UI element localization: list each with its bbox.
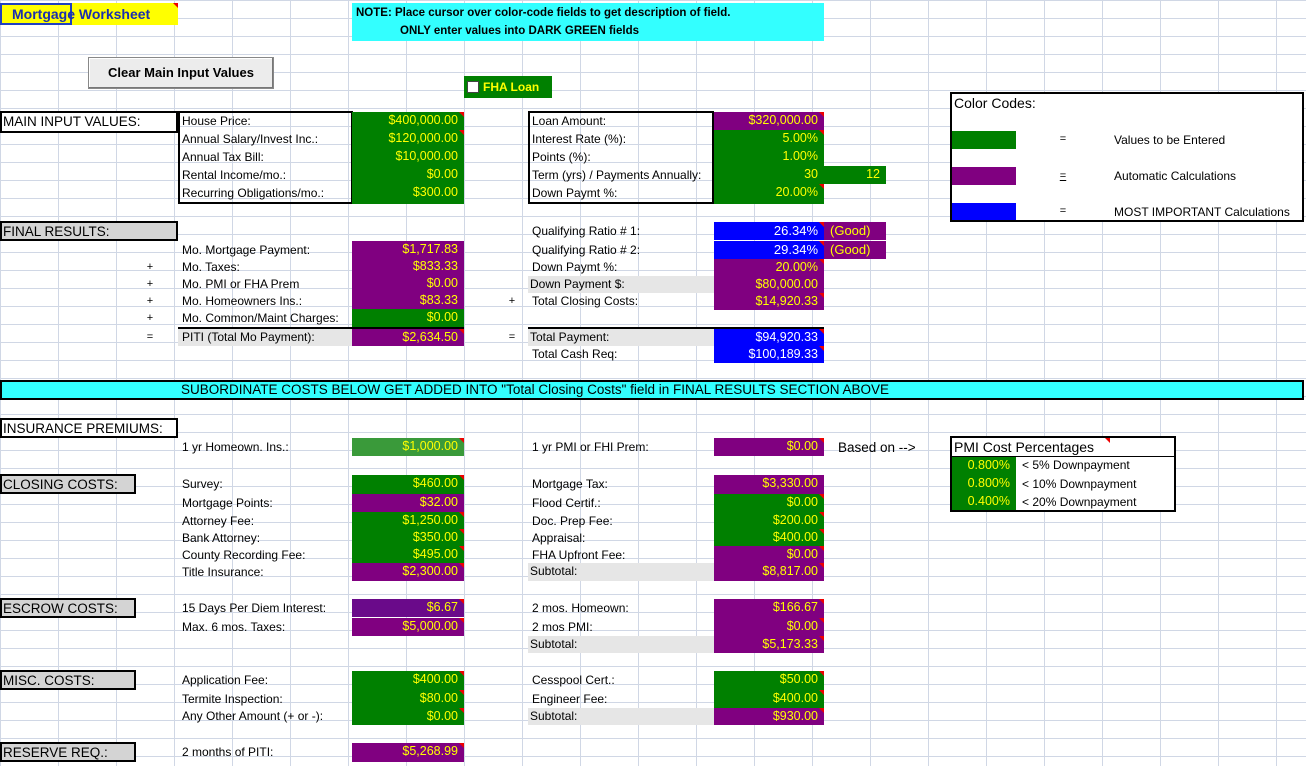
mo-common-label: Mo. Common/Maint Charges:: [182, 311, 339, 325]
mtax-label: Mortgage Tax:: [532, 477, 608, 491]
mtax-value: $3,330.00: [714, 475, 824, 494]
termite-input[interactable]: $80.00: [352, 690, 464, 708]
flood-label: Flood Certif.:: [532, 496, 601, 510]
fha-fee-value: $0.00: [714, 546, 824, 563]
color-code-eq-2: =: [1059, 170, 1067, 182]
rental-input[interactable]: $0.00: [352, 166, 464, 184]
insurance-header: INSURANCE PREMIUMS:: [0, 418, 178, 438]
bank-input[interactable]: $350.00: [352, 529, 464, 546]
county-label: County Recording Fee:: [182, 548, 306, 562]
plus-sign-4: +: [146, 312, 154, 324]
rental-label: Rental Income/mo.:: [182, 168, 287, 182]
equals-sign-2: =: [508, 331, 516, 343]
escrow-pmi-label: 2 mos PMI:: [532, 620, 593, 634]
bank-label: Bank Attorney:: [182, 531, 261, 545]
term-input[interactable]: 30: [714, 166, 824, 184]
down-label: Down Paymt %:: [532, 186, 618, 200]
survey-input[interactable]: $460.00: [352, 475, 464, 494]
perdiem-label: 15 Days Per Diem Interest:: [182, 601, 327, 615]
down-pct-value: 20.00%: [714, 259, 824, 276]
pmi-prem-value: $0.00: [714, 438, 824, 456]
color-code-eq-3: =: [1059, 205, 1067, 217]
fha-loan-checkbox[interactable]: [467, 81, 479, 93]
app-fee-input[interactable]: $400.00: [352, 671, 464, 690]
engineer-input[interactable]: $400.00: [714, 690, 824, 708]
subordinate-banner-text: SUBORDINATE COSTS BELOW GET ADDED INTO "Total Closing Costs" field in FINAL RESULTS SECTION ABOVE: [181, 382, 890, 397]
equals-sign-1: =: [146, 331, 154, 343]
doc-label: Doc. Prep Fee:: [532, 514, 613, 528]
total-payment-label: Total Payment:: [528, 329, 714, 346]
interest-label: Interest Rate (%):: [532, 132, 627, 146]
mortgage-payment-value: $1,717.83: [352, 241, 464, 258]
color-code-auto-text: Automatic Calculations: [1114, 169, 1237, 183]
final-results-header: FINAL RESULTS:: [0, 221, 178, 241]
appraisal-input[interactable]: $400.00: [714, 529, 824, 546]
qr2-label: Qualifying Ratio # 2:: [532, 243, 641, 257]
tax-input[interactable]: $10,000.00: [352, 148, 464, 166]
engineer-label: Engineer Fee:: [532, 692, 608, 706]
recurring-input[interactable]: $300.00: [352, 184, 464, 204]
based-on-text: Based on -->: [838, 440, 916, 455]
piti-label: PITI (Total Mo Payment):: [178, 329, 352, 346]
main-input-header: MAIN INPUT VALUES:: [0, 111, 178, 133]
attorney-label: Attorney Fee:: [182, 514, 255, 528]
plus-sign-1: +: [146, 261, 154, 273]
color-code-blue-swatch: [952, 203, 1016, 220]
mo-pmi-label: Mo. PMI or FHA Prem: [182, 277, 300, 291]
color-code-purple-swatch: [952, 167, 1016, 185]
interest-input[interactable]: 5.00%: [714, 130, 824, 148]
down-amt-label: Down Payment $:: [528, 276, 714, 293]
reserve-header: RESERVE REQ.:: [0, 742, 136, 762]
escrow-header: ESCROW COSTS:: [0, 598, 136, 618]
survey-label: Survey:: [182, 477, 223, 491]
county-input[interactable]: $495.00: [352, 546, 464, 563]
homeown-ins-label: 1 yr Homeown. Ins.:: [182, 440, 289, 454]
pmi-desc-2: < 10% Downpayment: [1022, 477, 1137, 491]
plus-sign-2: +: [146, 278, 154, 290]
loan-amount-label: Loan Amount:: [532, 114, 607, 128]
mo-homeowners-label: Mo. Homeowners Ins.:: [182, 294, 303, 308]
total-payment-value: $94,920.33: [714, 329, 824, 346]
fha-loan-label: FHA Loan: [483, 80, 540, 94]
escrow-homeown-label: 2 mos. Homeown:: [532, 601, 629, 615]
worksheet-title: Mortgage Worksheet: [12, 6, 151, 22]
qr2-value: 29.34%: [714, 241, 824, 259]
pmi-rate-1[interactable]: 0.800%: [952, 457, 1016, 475]
reserve-piti-label: 2 months of PITI:: [182, 745, 274, 759]
qr2-status: (Good): [824, 241, 886, 259]
cash-label: Total Cash Req:: [532, 347, 618, 361]
points-input[interactable]: 1.00%: [714, 148, 824, 166]
appraisal-label: Appraisal:: [532, 531, 586, 545]
misc-subtotal-value: $930.00: [714, 708, 824, 725]
closing-subtotal-label: Subtotal:: [528, 563, 714, 581]
closing-label: Total Closing Costs:: [532, 294, 639, 308]
fha-loan-toggle[interactable]: [464, 76, 552, 98]
cesspool-input[interactable]: $50.00: [714, 671, 824, 690]
closing-value: $14,920.33: [714, 293, 824, 310]
note-line-2: ONLY enter values into DARK GREEN fields: [400, 25, 640, 37]
escrow-homeown-value: $166.67: [714, 599, 824, 618]
down-amt-value: $80,000.00: [714, 276, 824, 293]
pmi-cost-title: PMI Cost Percentages: [952, 438, 1110, 456]
mo-pmi-value: $0.00: [352, 275, 464, 292]
color-code-important-text: MOST IMPORTANT Calculations: [1114, 205, 1290, 219]
plus-sign-5: +: [508, 295, 516, 307]
misc-header: MISC. COSTS:: [0, 670, 136, 690]
escrow-subtotal-label: Subtotal:: [528, 636, 714, 653]
cash-value: $100,189.33: [714, 346, 824, 363]
pmi-rate-2[interactable]: 0.800%: [952, 475, 1016, 493]
cesspool-label: Cesspool Cert.:: [532, 673, 615, 687]
mpoints-label: Mortgage Points:: [182, 496, 273, 510]
escrow-subtotal-value: $5,173.33: [714, 636, 824, 653]
recurring-label: Recurring Obligations/mo.:: [182, 186, 325, 200]
qr1-value: 26.34%: [714, 222, 824, 240]
color-code-entered-text: Values to be Entered: [1114, 133, 1226, 147]
mpoints-value: $32.00: [352, 494, 464, 512]
pmi-prem-label: 1 yr PMI or FHI Prem:: [532, 440, 649, 454]
piti-value: $2,634.50: [352, 329, 464, 346]
payments-annually-input[interactable]: 12: [824, 166, 886, 184]
qr1-label: Qualifying Ratio # 1:: [532, 224, 641, 238]
pmi-rate-3[interactable]: 0.400%: [952, 493, 1016, 510]
clear-main-input-button[interactable]: Clear Main Input Values: [88, 57, 274, 89]
house-price-input[interactable]: $400,000.00: [352, 112, 464, 130]
mo-common-input[interactable]: $0.00: [352, 309, 464, 327]
color-codes-title: Color Codes:: [954, 95, 1036, 111]
qr1-status: (Good): [824, 222, 886, 240]
escrow-pmi-value: $0.00: [714, 618, 824, 636]
termite-label: Termite Inspection:: [182, 692, 283, 706]
app-fee-label: Application Fee:: [182, 673, 269, 687]
salary-label: Annual Salary/Invest Inc.:: [182, 132, 319, 146]
house-price-label: House Price:: [182, 114, 251, 128]
flood-input[interactable]: $0.00: [714, 494, 824, 512]
misc-subtotal-label: Subtotal:: [528, 708, 714, 725]
mo-taxes-label: Mo. Taxes:: [182, 260, 240, 274]
down-pct-label: Down Paymt %:: [532, 260, 618, 274]
attorney-input[interactable]: $1,250.00: [352, 512, 464, 529]
term-label: Term (yrs) / Payments Annually:: [532, 168, 702, 182]
note-line-1: NOTE: Place cursor over color-code fields to get description of field.: [356, 7, 731, 19]
fha-fee-label: FHA Upfront Fee:: [532, 548, 626, 562]
pmi-desc-1: < 5% Downpayment: [1022, 458, 1130, 472]
other-label: Any Other Amount (+ or -):: [182, 709, 324, 723]
other-input[interactable]: $0.00: [352, 708, 464, 725]
escrow-taxes-value: $5,000.00: [352, 618, 464, 636]
doc-input[interactable]: $200.00: [714, 512, 824, 529]
mortgage-payment-label: Mo. Mortgage Payment:: [182, 243, 311, 257]
mo-taxes-value: $833.33: [352, 258, 464, 275]
escrow-taxes-label: Max. 6 mos. Taxes:: [182, 620, 286, 634]
homeown-ins-input[interactable]: $1,000.00: [352, 438, 464, 456]
closing-costs-header: CLOSING COSTS:: [0, 474, 136, 494]
reserve-piti-value: $5,268.99: [352, 743, 464, 762]
color-code-green-swatch: [952, 131, 1016, 149]
tax-label: Annual Tax Bill:: [182, 150, 264, 164]
mo-homeowners-value: $83.33: [352, 292, 464, 309]
color-code-eq-1: =: [1059, 133, 1067, 145]
perdiem-value: $6.67: [352, 599, 464, 617]
salary-input[interactable]: $120,000.00: [352, 130, 464, 148]
pmi-desc-3: < 20% Downpayment: [1022, 495, 1137, 509]
plus-sign-3: +: [146, 295, 154, 307]
title-ins-value: $2,300.00: [352, 563, 464, 581]
title-ins-label: Title Insurance:: [182, 565, 264, 579]
points-label: Points (%):: [532, 150, 591, 164]
closing-subtotal-value: $8,817.00: [714, 563, 824, 581]
loan-amount-value: $320,000.00: [714, 112, 824, 130]
down-input[interactable]: 20.00%: [714, 184, 824, 204]
